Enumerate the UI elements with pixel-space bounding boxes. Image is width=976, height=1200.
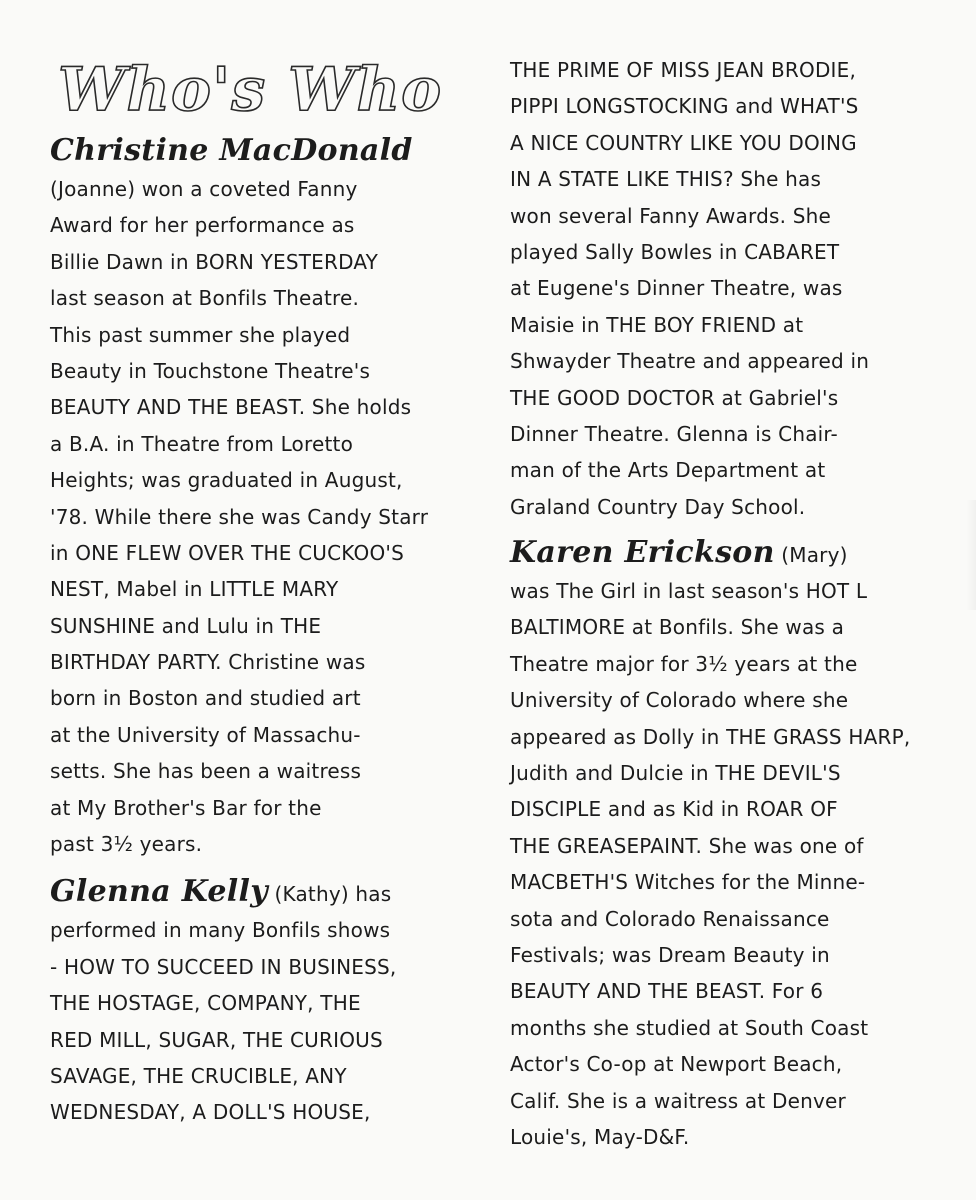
glenna-line: RED MILL, SUGAR, THE CURIOUS [50,1027,383,1052]
christine-line: at the University of Massachu- [50,722,361,747]
karen-line: Calif. She is a waitress at Denver [510,1088,846,1113]
karen-line: BALTIMORE at Bonfils. She was a [510,615,845,640]
karen-name: Karen Erickson [510,535,775,571]
christine-line: SUNSHINE and Lulu in THE [50,613,322,638]
glenna-line: THE GOOD DOCTOR at Gabriel's [510,385,839,410]
entry-spacer [50,862,450,872]
glenna-line: played Sally Bowles in CABARET [510,239,840,264]
glenna-line: THE HOSTAGE, COMPANY, THE [50,991,361,1016]
entry-name-glenna [50,872,450,912]
karen-line: THE GREASEPAINT. She was one of [510,833,864,858]
glenna-line: performed in many Bonfils shows [50,918,391,943]
page-edge-shadow [966,500,976,610]
karen-line: months she studied at South Coast [510,1015,869,1040]
glenna-line: SAVAGE, THE CRUCIBLE, ANY [50,1063,347,1088]
karen-line: Actor's Co-op at Newport Beach, [510,1052,843,1077]
karen-line: Festivals; was Dream Beauty in [510,942,830,967]
christine-line: last season at Bonfils Theatre. [50,286,360,311]
christine-line: a B.A. in Theatre from Loretto [50,431,354,456]
glenna-line: WEDNESDAY, A DOLL'S HOUSE, [50,1100,371,1125]
glenna-line: Shwayder Theatre and appeared in [510,349,870,374]
entry-spacer [510,525,910,533]
karen-line: Theatre major for 3½ years at the [510,651,858,676]
karen-line: DISCIPLE and as Kid in ROAR OF [510,797,838,822]
christine-line: NEST, Mabel in LITTLE MARY [50,577,339,602]
christine-line: setts. She has been a waitress [50,759,362,784]
glenna-line: Maisie in THE BOY FRIEND at [510,312,804,337]
glenna-line: PIPPI LONGSTOCKING and WHAT'S [510,94,859,119]
glenna-line: THE PRIME OF MISS JEAN BRODIE, [510,58,857,82]
karen-line: University of Colorado where she [510,688,849,713]
glenna-line: Dinner Theatre. Glenna is Chair- [510,421,838,446]
christine-line: Billie Dawn in BORN YESTERDAY [50,249,379,274]
glenna-line: Graland Country Day School. [510,494,806,519]
glenna-line: IN A STATE LIKE THIS? She has [510,167,822,192]
glenna-line: - HOW TO SUCCEED IN BUSINESS, [50,954,397,979]
christine-name: Christine MacDonald [50,133,413,168]
karen-line: BEAUTY AND THE BEAST. For 6 [510,979,824,1004]
christine-line: BEAUTY AND THE BEAST. She holds [50,395,412,420]
christine-line: in ONE FLEW OVER THE CUCKOO'S [50,540,404,565]
glenna-line: won several Fanny Awards. She [510,203,832,228]
left-column [50,55,450,1131]
christine-line: Beauty in Touchstone Theatre's [50,358,371,383]
christine-line: born in Boston and studied art [50,686,361,711]
christine-line: Award for her performance as [50,213,355,238]
karen-role: (Mary) [774,543,848,568]
entry-name-karen [510,533,910,573]
karen-line: was The Girl in last season's HOT L [510,579,868,604]
karen-line: Judith and Dulcie in THE DEVIL'S [510,761,841,786]
karen-line: Louie's, May-D&F. [510,1124,690,1149]
glenna-role: (Kathy) has [267,882,392,907]
karen-line: appeared as Dolly in THE GRASS HARP, [510,724,911,749]
christine-line: at My Brother's Bar for the [50,795,322,820]
entry-name-christine [50,131,450,171]
karen-line: sota and Colorado Renaissance [510,906,830,931]
christine-line: '78. While there she was Candy Starr [50,504,429,529]
christine-line: (Joanne) won a coveted Fanny [50,177,358,201]
christine-line: This past summer she played [50,322,351,347]
glenna-line: A NICE COUNTRY LIKE YOU DOING [510,130,857,155]
glenna-name: Glenna Kelly [50,874,268,910]
karen-line: MACBETH'S Witches for the Minne- [510,870,866,895]
glenna-line: at Eugene's Dinner Theatre, was [510,276,843,301]
christine-line: past 3½ years. [50,832,203,857]
christine-line: Heights; was graduated in August, [50,468,403,493]
christine-line: BIRTHDAY PARTY. Christine was [50,650,366,675]
page-title: Who's Who [58,55,443,125]
glenna-line: man of the Arts Department at [510,458,826,483]
right-column [510,52,910,1155]
